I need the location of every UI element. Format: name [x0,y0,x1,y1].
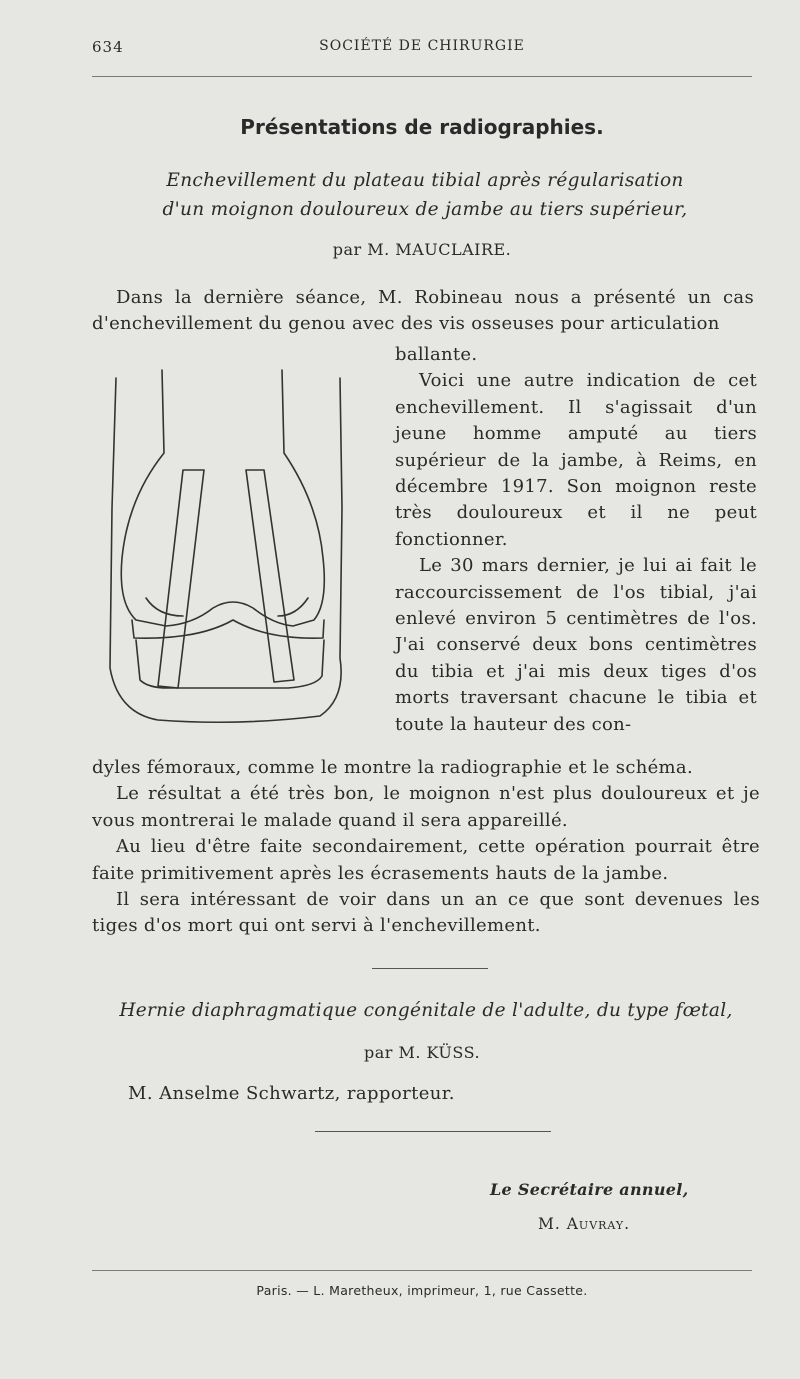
right-column-text [395,342,757,738]
paragraph-1: Dans la dernière séance, M. Robineau nous a présenté un cas d'enchevillement du genou avec des vis osseuses pour articulation [92,287,754,335]
knee-diagram [88,358,388,748]
paragraph-6: Il sera intéressant de voir dans un an ce que sont devenues les tiges d'os mort qui ont servi à l'enchevillement. [92,889,760,937]
running-title: SOCIÉTÉ DE CHIRURGIE [319,38,525,54]
main-text-continuation [92,755,760,940]
signature-name: M. Auvray. [538,1215,631,1233]
article-title-line1: Enchevillement du plateau tibial après régularisation [166,170,684,191]
paragraph-4: Le résultat a été très bon, le moignon n'est plus douloureux et je vous montrerai le malade quand il sera appareillé. [92,783,760,831]
separator-rule-1 [372,968,488,969]
signature-role: Le Secrétaire annuel, [490,1180,689,1199]
paragraph-2: Voici une autre indication de cet enchevillement. Il s'agissait d'un jeune homme amputé au tiers supérieur de la jambe, à Reims, en décembre 1917. Son moignon reste très douloureux et il ne peut fonctionner. [395,370,757,550]
paragraph-5: Au lieu d'être faite secondairement, cette opération pourrait être faite primitivement après les écrasements hauts de la jambe. [92,836,760,884]
article-title [100,166,750,224]
separator-rule-2 [315,1131,551,1132]
printer-footer: Paris. — L. Maretheux, imprimeur, 1, rue Cassette. [256,1283,588,1298]
article-byline: par M. MAUCLAIRE. [332,240,512,259]
rapporteur-line: M. Anselme Schwartz, rapporteur. [128,1083,455,1104]
page-number: 634 [92,38,124,56]
article2-byline: par M. KÜSS. [363,1043,481,1062]
header-rule [92,76,752,77]
footer-rule [92,1270,752,1271]
article2-title: Hernie diaphragmatique congénitale de l'adulte, du type fœtal, [119,1000,733,1021]
page-header [92,38,752,64]
section-title: Présentations de radiographies. [240,115,604,139]
paragraph-3-end: dyles fémoraux, comme le montre la radiographie et le schéma. [92,757,693,778]
knee-schema-figure [88,358,388,748]
paragraph-3-start: Le 30 mars dernier, je lui ai fait le raccourcissement de l'os tibial, j'ai enlevé environ 5 centimètres de l'os. J'ai conservé deux bons centimètres du tibia et j'ai mis deux tiges d'os morts traversant chacune le tibia et toute la hauteur des con- [395,555,757,735]
article-title-line2: d'un moignon douloureux de jambe au tiers supérieur, [162,199,688,220]
paragraph-1-end: ballante. [395,344,478,365]
